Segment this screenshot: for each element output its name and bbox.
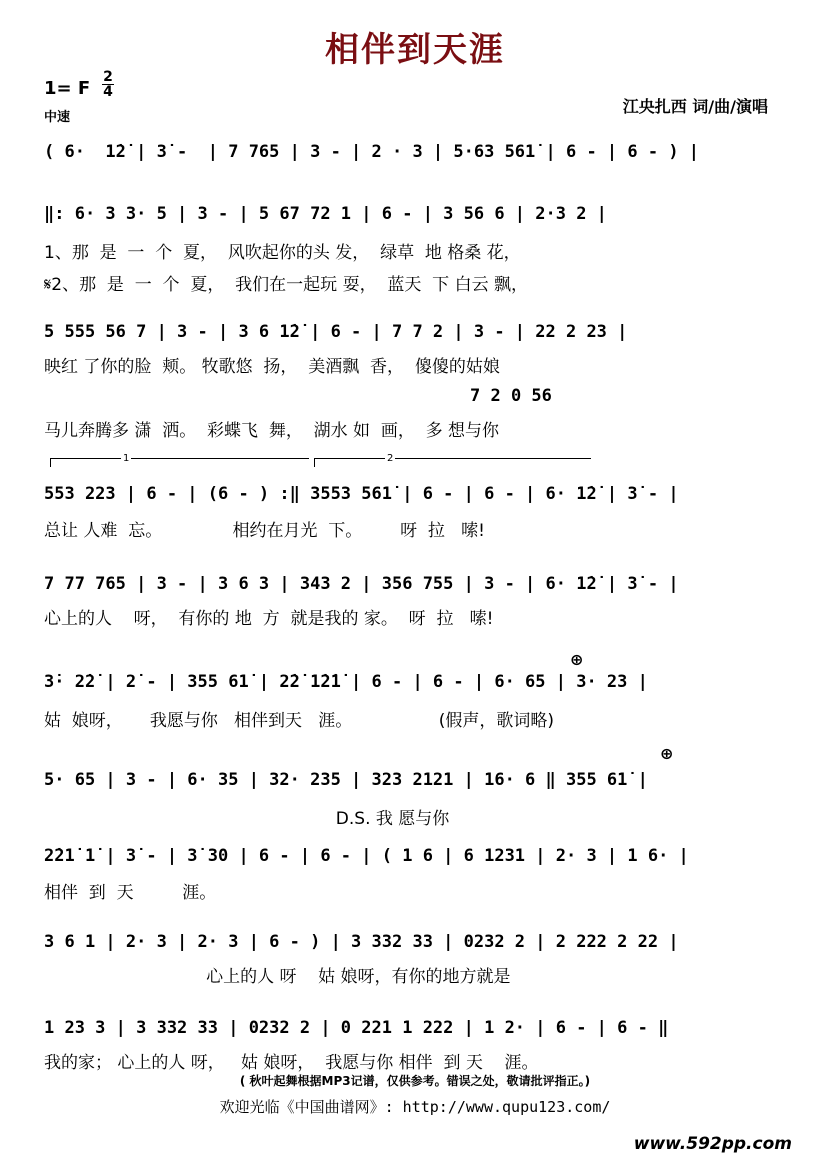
coda-sign-icon: ⊕ — [660, 744, 674, 763]
score-row-9-notes: 3 6 1 | 2· 3 | 2· 3 | 6 - ) | 3 332 33 | 0232 2 | 2 222 2 22 | — [44, 932, 679, 952]
volta-bracket-2: 2 — [314, 458, 591, 467]
time-sig-bottom: 4 — [103, 84, 113, 100]
alt-notes: 7 2 0 56 — [470, 386, 552, 406]
score-row-8-lyrics: 相伴 到 天 涯。 — [44, 883, 217, 903]
score-row-2-lyrics-1: 1、那 是 一 个 夏， 风吹起你的头 发， 绿草 地 格桑 花， — [44, 243, 521, 263]
key-signature: 1= F — [44, 78, 91, 99]
watermark: www.592pp.com — [633, 1134, 792, 1154]
score-row-5-notes: 7 77 765 | 3 - | 3 6 3 | 343 2 | 356 755 | 3 - | 6· 1̇2̇ | 3̇ - | — [44, 574, 679, 594]
score-row-8-notes: 2̇21̇ 1̇ | 3̇ - | 3̇ 30 | 6 - | 6 - | ( 1 6 | 6 1231 | 2· 3 | 1 6· | — [44, 846, 689, 866]
score-row-10-lyrics: 我的家； 心上的人 呀， 姑 娘呀， 我愿与你 相伴 到 天 涯。 — [44, 1053, 539, 1073]
score-row-7-lyrics: D.S. 我 愿与你 — [44, 809, 450, 829]
score-row-3-lyrics-2: 马儿奔腾多 潇 洒。 彩蝶飞 舞， 湖水 如 画， 多 想与你 — [44, 421, 500, 441]
time-sig-top: 2 — [103, 69, 113, 85]
score-row-6-notes: 3̇· 2̇2̇ | 2̇ - | 355 61̇ | 2̇2̇ 1̇2̇1̇ | 6 - | 6 - | 6· 65 | 3· 23 | — [44, 672, 648, 692]
credits: 江央扎西 词/曲/演唱 — [622, 97, 768, 116]
score-row-2-notes: ‖: 6· 3 3· 5 | 3 - | 5 67 72 1 | 6 - | 3 56 6 | 2·3 2 | — [44, 204, 607, 224]
transcriber-note: ( 秋叶起舞根据MP3记谱，仅供参考。错误之处，敬请批评指正。) — [239, 1074, 591, 1088]
score-row-4-notes: 553 223 | 6 - | (6 - ) :‖ 3553 561̇ | 6 - | 6 - | 6· 1̇2̇ | 3̇ - | — [44, 484, 679, 504]
score-row-10-notes: 1 23 3 | 3 332 33 | 0232 2 | 0 221 1 222 | 1 2· | 6 - | 6 - ‖ — [44, 1018, 669, 1038]
site-credit: 欢迎光临《中国曲谱网》: http://www.qupu123.com/ — [219, 1098, 611, 1116]
score-row-6-lyrics: 姑 娘呀， 我愿与你 相伴到天 涯。 (假声，歌词略) — [44, 711, 554, 731]
time-signature — [102, 70, 114, 99]
score-row-1-notes: ( 6· 1̇2̇ | 3̇ - | 7 765 | 3 - | 2 · 3 | 5·63 561̇ | 6 - | 6 - ) | — [44, 142, 700, 162]
score-row-4-lyrics: 总让 人难 忘。 相约在月光 下。 呀 拉 嗦! — [44, 521, 485, 541]
coda-sign-icon: ⊕ — [570, 650, 584, 669]
volta-bracket-1: 1 — [50, 458, 309, 467]
score-row-3-lyrics-1: 映红 了你的脸 颊。 牧歌悠 扬， 美酒飘 香， 傻傻的姑娘 — [44, 357, 500, 377]
tempo-marking: 中速 — [44, 110, 71, 125]
song-title: 相伴到天涯 — [325, 30, 505, 70]
score-row-9-lyrics: 心上的人 呀 姑 娘呀，有你的地方就是 — [44, 967, 511, 987]
score-row-7-notes: 5· 65 | 3 - | 6· 35 | 32· 235 | 323 2121 | 16· 6 ‖ 355 61̇ | — [44, 770, 648, 790]
score-row-5-lyrics: 心上的人 呀， 有你的 地 方 就是我的 家。 呀 拉 嗦! — [44, 609, 494, 629]
score-row-3-notes: 5 555 56 7 | 3 - | 3 6 1̇2̇ | 6 - | 7 7 2 | 3 - | 22 2 23 | — [44, 322, 628, 342]
score-row-2-lyrics-2: 𝄋2、那 是 一 个 夏， 我们在一起玩 耍， 蓝天 下 白云 飘， — [44, 275, 528, 295]
